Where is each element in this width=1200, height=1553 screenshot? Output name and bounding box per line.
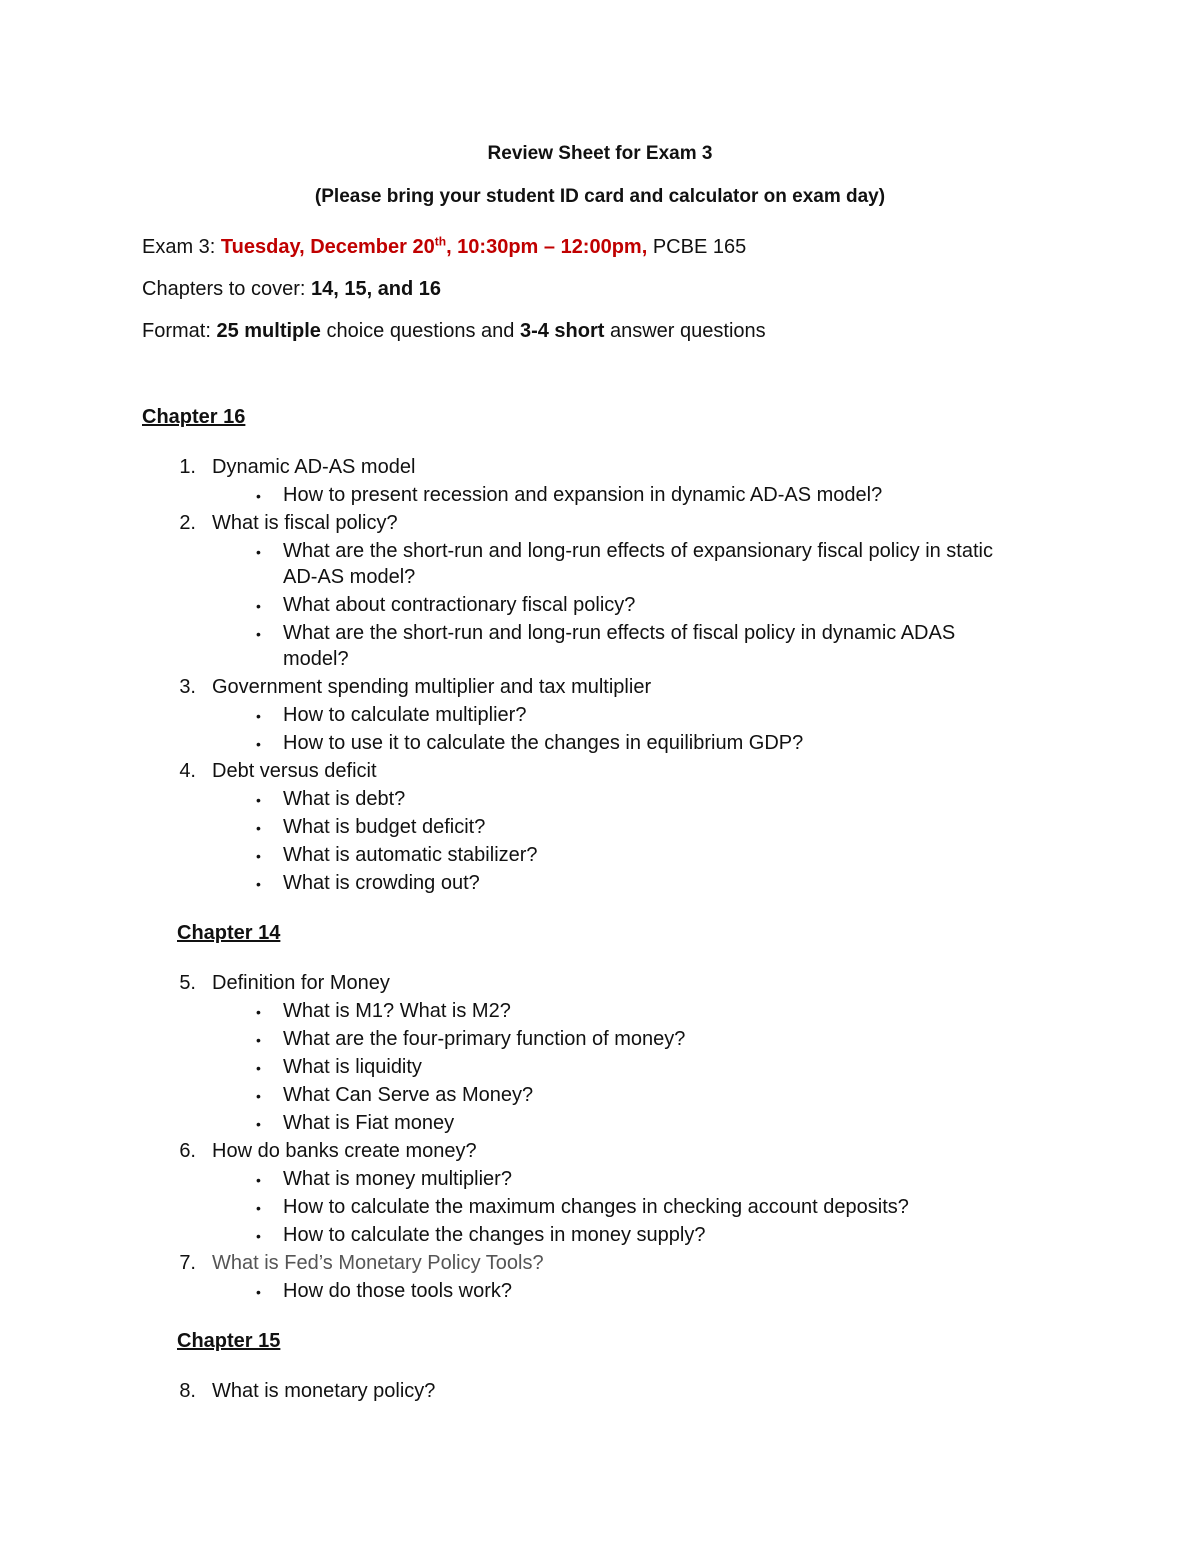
bullet-text: What is budget deficit? bbox=[283, 816, 486, 838]
bullet-text: What about contractionary fiscal policy? bbox=[283, 594, 636, 616]
bullet-icon: • bbox=[256, 1088, 261, 1104]
bullet-icon: • bbox=[256, 736, 261, 752]
bullet-text: How to calculate the changes in money supply? bbox=[283, 1224, 706, 1246]
exam-time: , 10:30pm – 12:00pm, bbox=[446, 236, 648, 258]
item-text: What is fiscal policy? bbox=[212, 512, 398, 534]
bullet-text: What is M1? What is M2? bbox=[283, 1000, 511, 1022]
format-sa-text: answer questions bbox=[604, 320, 766, 342]
bullet-text: What is automatic stabilizer? bbox=[283, 844, 538, 866]
bullet-icon: • bbox=[256, 1228, 261, 1244]
item-number: 6. bbox=[179, 1140, 196, 1162]
format-line bbox=[142, 318, 766, 344]
bullet-text: How to present recession and expansion in dynamic AD-AS model? bbox=[283, 484, 883, 506]
bullet-text: How to use it to calculate the changes in equilibrium GDP? bbox=[283, 732, 804, 754]
exam-date-suffix: th bbox=[434, 234, 447, 249]
bullet-icon: • bbox=[256, 1060, 261, 1076]
item-text: Government spending multiplier and tax multiplier bbox=[212, 676, 652, 698]
bullet-text: How to calculate the maximum changes in checking account deposits? bbox=[283, 1196, 909, 1218]
bullet-icon: • bbox=[256, 1004, 261, 1020]
exam-label: Exam 3: bbox=[142, 236, 221, 258]
bullet-text-continued: AD-AS model? bbox=[283, 566, 416, 588]
item-text: Debt versus deficit bbox=[212, 760, 377, 782]
page-subtitle: (Please bring your student ID card and calculator on exam day) bbox=[314, 186, 886, 207]
chapters-label: Chapters to cover: bbox=[142, 278, 311, 300]
bullet-icon: • bbox=[256, 848, 261, 864]
bullet-text: How do those tools work? bbox=[283, 1280, 513, 1302]
bullet-text: What is Fiat money bbox=[283, 1112, 455, 1134]
item-text: What is monetary policy? bbox=[212, 1380, 436, 1402]
bullet-icon: • bbox=[256, 598, 261, 614]
item-text: Definition for Money bbox=[212, 972, 390, 994]
format-label: Format: bbox=[142, 320, 217, 342]
bullet-icon: • bbox=[256, 1200, 261, 1216]
item-text: Dynamic AD-AS model bbox=[212, 456, 416, 478]
bullet-icon: • bbox=[256, 792, 261, 808]
chapter14-heading: Chapter 14 bbox=[177, 922, 281, 944]
bullet-icon: • bbox=[256, 876, 261, 892]
chapters-line bbox=[142, 276, 441, 302]
bullet-icon: • bbox=[256, 544, 261, 560]
bullet-text: What Can Serve as Money? bbox=[283, 1084, 534, 1106]
chapter15-heading: Chapter 15 bbox=[177, 1330, 281, 1352]
item-text: How do banks create money? bbox=[212, 1140, 477, 1162]
bullet-text-continued: model? bbox=[283, 648, 349, 670]
item-number: 3. bbox=[179, 676, 196, 698]
item-text: What is Fed’s Monetary Policy Tools? bbox=[212, 1252, 544, 1274]
format-mc-text: choice questions and bbox=[320, 320, 520, 342]
bullet-text: How to calculate multiplier? bbox=[283, 704, 527, 726]
bullet-text: What is debt? bbox=[283, 788, 406, 810]
page-title: Review Sheet for Exam 3 bbox=[487, 143, 713, 164]
exam-info-line bbox=[142, 234, 746, 260]
bullet-text: What are the short-run and long-run effects of fiscal policy in dynamic ADAS bbox=[283, 622, 956, 644]
chapters-value: 14, 15, and 16 bbox=[310, 278, 442, 300]
exam-location: PCBE 165 bbox=[647, 236, 747, 258]
bullet-icon: • bbox=[256, 1116, 261, 1132]
bullet-text: What are the short-run and long-run effects of expansionary fiscal policy in static bbox=[283, 540, 993, 562]
bullet-text: What is crowding out? bbox=[283, 872, 480, 894]
exam-date: Tuesday, December 20 bbox=[220, 236, 435, 258]
bullet-icon: • bbox=[256, 626, 261, 642]
bullet-icon: • bbox=[256, 1172, 261, 1188]
bullet-text: What is money multiplier? bbox=[283, 1168, 512, 1190]
item-number: 2. bbox=[179, 512, 196, 534]
chapter16-heading: Chapter 16 bbox=[142, 406, 246, 428]
bullet-icon: • bbox=[256, 1032, 261, 1048]
item-number: 4. bbox=[179, 760, 196, 782]
item-number: 8. bbox=[179, 1380, 196, 1402]
bullet-text: What are the four-primary function of money? bbox=[283, 1028, 686, 1050]
format-sa-count: 3-4 short bbox=[519, 320, 605, 342]
item-number: 1. bbox=[179, 456, 196, 478]
bullet-icon: • bbox=[256, 820, 261, 836]
bullet-icon: • bbox=[256, 488, 261, 504]
item-number: 5. bbox=[179, 972, 196, 994]
bullet-text: What is liquidity bbox=[283, 1056, 422, 1078]
format-mc-count: 25 multiple bbox=[216, 320, 321, 342]
item-number: 7. bbox=[179, 1252, 196, 1274]
bullet-icon: • bbox=[256, 708, 261, 724]
bullet-icon: • bbox=[256, 1284, 261, 1300]
